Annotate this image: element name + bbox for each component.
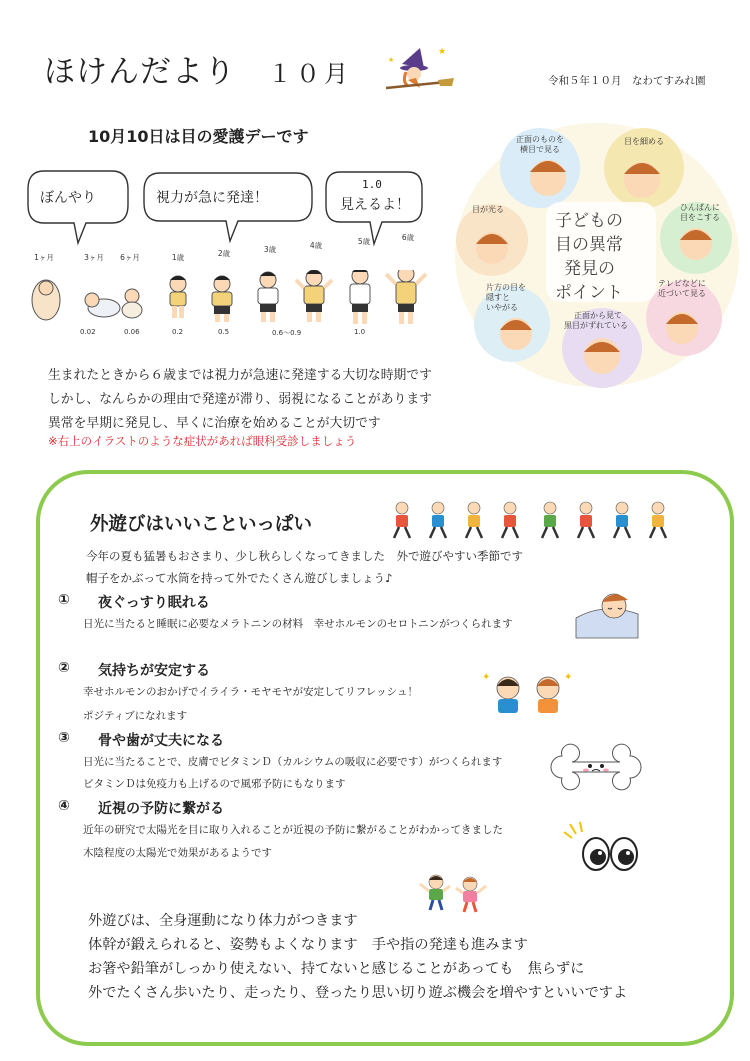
acuity-1-year: 0.2 <box>172 328 184 336</box>
svg-text:横目で見る: 横目で見る <box>520 145 560 154</box>
closing-line-1: 外遊びは、全身運動になり体力がつきます <box>88 913 358 929</box>
benefit-3-text-1: 日光に当たることで、皮膚でビタミンＤ（カルシウムの吸収に必要です）がつくられます <box>83 756 503 768</box>
age-1-year: 1歳 <box>171 253 185 262</box>
svg-text:✦: ✦ <box>564 672 573 683</box>
age-3-years: 3歳 <box>263 245 277 254</box>
bubble-blurry <box>24 165 132 245</box>
bubble-blurry-text: ぼんやり <box>40 190 96 206</box>
outdoor-play-heading: 外遊びはいいこといっぱい <box>90 514 313 535</box>
svg-text:✦: ✦ <box>482 672 491 683</box>
acuity-6-months: 0.06 <box>124 328 140 336</box>
acuity-3-4-years: 0.6〜0.9 <box>272 329 302 337</box>
svg-text:★: ★ <box>388 56 395 64</box>
bubble-rapid-development <box>140 165 316 245</box>
newsletter-title: ほけんだより <box>44 54 236 90</box>
newsletter-month: １０月 <box>268 60 352 88</box>
svg-text:隠すと: 隠すと <box>486 293 510 302</box>
svg-text:発見の: 発見の <box>564 259 615 279</box>
witch-icon <box>380 42 458 98</box>
outdoor-intro-line-1: 今年の夏も猛暑もおさまり、少し秋らしくなってきました 外で遊びやすい季節です <box>86 549 523 563</box>
eye-abnormality-points-illustration <box>452 120 742 390</box>
benefit-3-text-2: ビタミンＤは免疫力も上げるので風邪予防にもなります <box>83 778 346 790</box>
eye-para-line-2: しかし、なんらかの理由で発達が滞り、弱視になることがあります <box>48 392 432 407</box>
eye-para-line-3: 異常を早期に発見し、早くに治療を始めることが大切です <box>48 416 381 431</box>
svg-text:★: ★ <box>438 47 447 57</box>
svg-text:ポイント: ポイント <box>555 283 623 303</box>
age-1-month: 1ヶ月 <box>34 253 54 262</box>
bubble-rapid-text: 視力が急に発達！ <box>156 190 268 206</box>
outdoor-intro-line-2: 帽子をかぶって水筒を持って外でたくさん遊びしましょう♪ <box>86 571 393 585</box>
acuity-5-years: 1.0 <box>354 328 366 336</box>
svg-text:テレビなどに: テレビなどに <box>658 279 706 288</box>
jumping-kids-icon <box>414 874 494 914</box>
eye-care-heading: 10月10日は目の愛護デーです <box>88 127 309 146</box>
benefit-2-text-2: ポジティブになれます <box>83 710 188 722</box>
closing-line-4: 外でたくさん歩いたり、走ったり、登ったり思い切り遊ぶ機会を増やすといいですよ <box>88 985 628 1001</box>
benefit-2-number: ② <box>58 660 70 676</box>
svg-text:黒目がずれている: 黒目がずれている <box>564 321 628 330</box>
benefit-3-title: 骨や歯が丈夫になる <box>98 733 224 749</box>
svg-text:正面から見て: 正面から見て <box>574 311 622 320</box>
benefit-1-title: 夜ぐっすり眠れる <box>98 595 210 611</box>
svg-text:近づいて見る: 近づいて見る <box>658 289 706 298</box>
age-2-years: 2歳 <box>217 249 231 258</box>
benefit-2-text-1: 幸せホルモンのおかげでイライラ・モヤモヤが安定してリフレッシュ！ <box>83 686 418 698</box>
issue-date-school: 令和５年１０月 なわてすみれ園 <box>548 75 706 87</box>
svg-text:片方の目を: 片方の目を <box>486 283 526 292</box>
svg-text:ひんぱんに: ひんぱんに <box>680 203 720 212</box>
acuity-2-years: 0.5 <box>218 328 230 336</box>
benefit-4-text-1: 近年の研究で太陽光を目に取り入れることが近視の予防に繋がることがわかってきました <box>83 824 503 836</box>
sleeping-child-icon <box>574 588 640 640</box>
svg-text:目をこする: 目をこする <box>680 213 720 222</box>
closing-line-3: お箸や鉛筆がしっかり使えない、持てないと感じることがあっても 焦らずに <box>88 961 585 977</box>
age-6-years: 6歳 <box>401 233 415 242</box>
benefit-4-title: 近視の予防に繋がる <box>98 801 224 817</box>
age-4-years: 4歳 <box>309 241 323 250</box>
bubble-can-see-text: 見えるよ！ <box>340 197 410 213</box>
age-5-years: 5歳 <box>357 237 371 246</box>
svg-text:目が光る: 目が光る <box>472 205 504 214</box>
eye-para-line-1: 生まれたときから６歳までは視力が急速に発達する大切な時期です <box>48 368 432 383</box>
bone-icon <box>548 740 644 794</box>
svg-text:子どもの: 子どもの <box>555 211 623 231</box>
happy-kids-icon <box>480 668 580 718</box>
age-6-months: 6ヶ月 <box>120 253 140 262</box>
bubble-acuity-text: 1.0 <box>362 178 382 191</box>
benefit-2-title: 気持ちが安定する <box>98 663 210 679</box>
acuity-3-months: 0.02 <box>80 328 96 336</box>
child-growth-illustration <box>26 270 436 326</box>
benefit-4-text-2: 木陰程度の太陽光で効果があるようです <box>83 847 272 859</box>
eye-doctor-note: ※右上のイラストのような症状があれば眼科受診しましょう <box>48 434 357 448</box>
svg-text:目を細める: 目を細める <box>624 137 664 146</box>
svg-text:目の異常: 目の異常 <box>555 235 623 255</box>
age-3-months: 3ヶ月 <box>84 253 104 262</box>
benefit-4-number: ④ <box>58 798 70 814</box>
benefit-3-number: ③ <box>58 730 70 746</box>
benefit-1-text: 日光に当たると睡眠に必要なメラトニンの材料 幸せホルモンのセロトニンがつくられます <box>83 618 513 630</box>
svg-text:いやがる: いやがる <box>486 303 518 312</box>
eyes-icon <box>560 820 644 874</box>
closing-line-2: 体幹が鍛えられると、姿勢もよくなります 手や指の発達も進みます <box>88 937 528 953</box>
kids-running-icon <box>390 498 680 542</box>
benefit-1-number: ① <box>58 592 70 608</box>
svg-text:正面のものを: 正面のものを <box>516 135 564 144</box>
